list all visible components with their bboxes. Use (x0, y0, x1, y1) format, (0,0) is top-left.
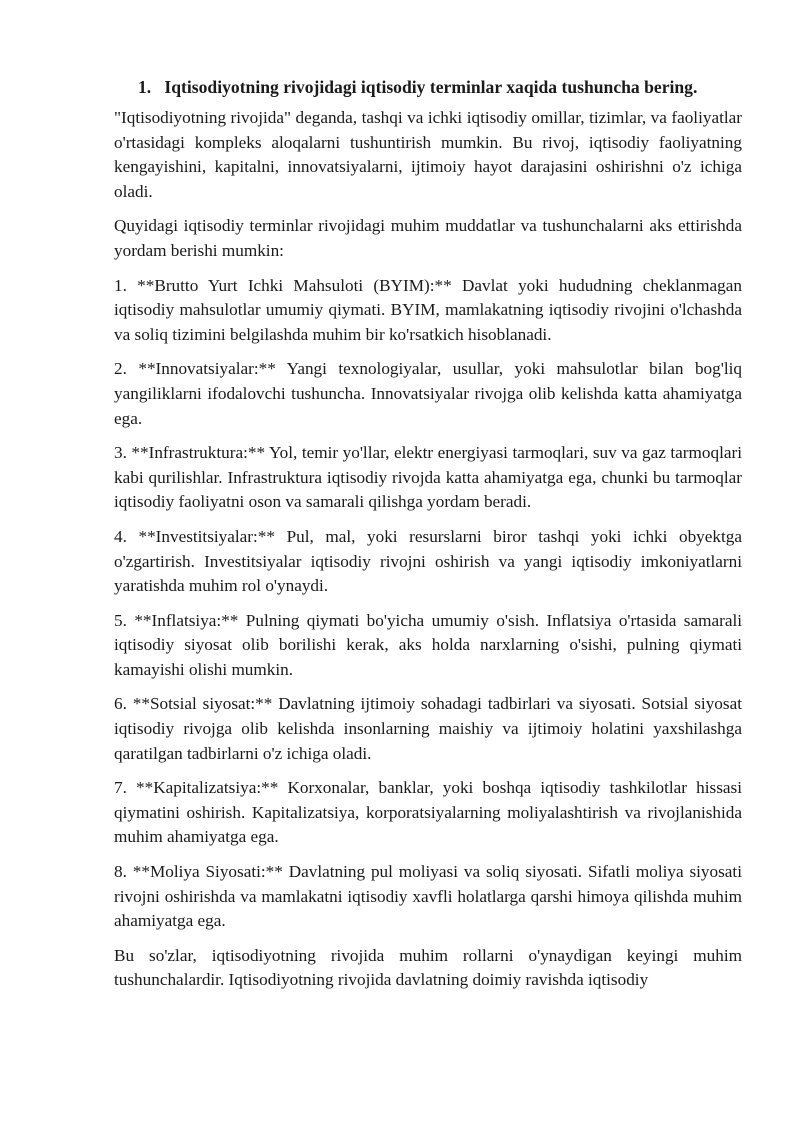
term-item-7: 7. **Kapitalizatsiya:** Korxonalar, banklar, yoki boshqa iqtisodiy tashkilotlar hissasi qiymatini oshirish. Kapitalizatsiya, korporatsiyalarning moliyalashtirish va rivojlanishida muhim ahamiyatga ega. (114, 778, 742, 847)
term-item-6: 6. **Sotsial siyosat:** Davlatning ijtimoiy sohadagi tadbirlari va siyosati. Sotsial siyosat iqtisodiy rivojga olib kelishda insonlarning maishiy va ijtimoiy holatini yaxshilashga qaratilgan tadbirlarni o'z ichiga oladi. (114, 694, 742, 763)
heading-title: Iqtisodiyotning rivojidagi iqtisodiy terminlar xaqida tushuncha bering. (164, 77, 698, 97)
section-heading (114, 75, 742, 100)
intro-paragraph: "Iqtisodiyotning rivojida" deganda, tashqi va ichki iqtisodiy omillar, tizimlar, va faoliyatlar o'rtasidagi kompleks aloqalarni tushuntirish mumkin. Bu rivoj, iqtisodiy faoliyatning kengayishini, kapitalni, innovatsiyalarni, ijtimoiy hayot darajasini oshirishni o'z ichiga oladi. (114, 108, 742, 201)
term-item-5: 5. **Inflatsiya:** Pulning qiymati bo'yicha umumiy o'sish. Inflatsiya o'rtasida samarali iqtisodiy siyosat olib borilishi kerak, aks holda narxlarning o'sishi, pulning qiymati kamayishi olishi mumkin. (114, 610, 742, 679)
term-item-3: 3. **Infrastruktura:** Yol, temir yo'llar, elektr energiyasi tarmoqlari, suv va gaz tarmoqlari kabi qurilishlar. Infrastruktura iqtisodiy rivojda katta ahamiyatga ega, chunki bu tarmoqlar iqtisodiy faoliyatni oson va samarali qilishga yordam beradi. (114, 443, 742, 512)
document-page (114, 75, 742, 1003)
closing-paragraph: Bu so'zlar, iqtisodiyotning rivojida muhim rollarni o'ynaydigan keyingi muhim tushunchalardir. Iqtisodiyotning rivojida davlatning doimiy ravishda iqtisodiy (114, 945, 742, 990)
lead-paragraph: Quyidagi iqtisodiy terminlar rivojidagi muhim muddatlar va tushunchalarni aks ettirishda yordam berishi mumkin: (114, 216, 742, 260)
term-item-8: 8. **Moliya Siyosati:** Davlatning pul moliyasi va soliq siyosati. Sifatli moliya siyosati rivojni oshirishda va mamlakatni iqtisodiy xavfli holatlarga qarshi himoya qilishda muhim ahamiyatga ega. (114, 862, 742, 931)
heading-number: 1. (138, 77, 152, 97)
term-item-4: 4. **Investitsiyalar:** Pul, mal, yoki resurslarni biror tashqi yoki ichki obyektga o'zgartirish. Investitsiyalar iqtisodiy rivojni oshirish va yangi iqtisodiy imkoniyatlarni yaratishda muhim rol o'ynaydi. (114, 526, 742, 596)
term-item-1: 1. **Brutto Yurt Ichki Mahsuloti (BYIM):** Davlat yoki hududning cheklanmagan iqtisodiy mahsulotlar umumiy qiymati. BYIM, mamlakatning iqtisodiy rivojini o'lchashda va soliq tizimini belgilashda muhim bir ko'rsatkich hisoblanadi. (114, 275, 742, 344)
term-item-2: 2. **Innovatsiyalar:** Yangi texnologiyalar, usullar, yoki mahsulotlar bilan bog'liq yangiliklarni ifodalovchi tushuncha. Innovatsiyalar rivojga olib kelishda katta ahamiyatga ega. (114, 359, 742, 428)
